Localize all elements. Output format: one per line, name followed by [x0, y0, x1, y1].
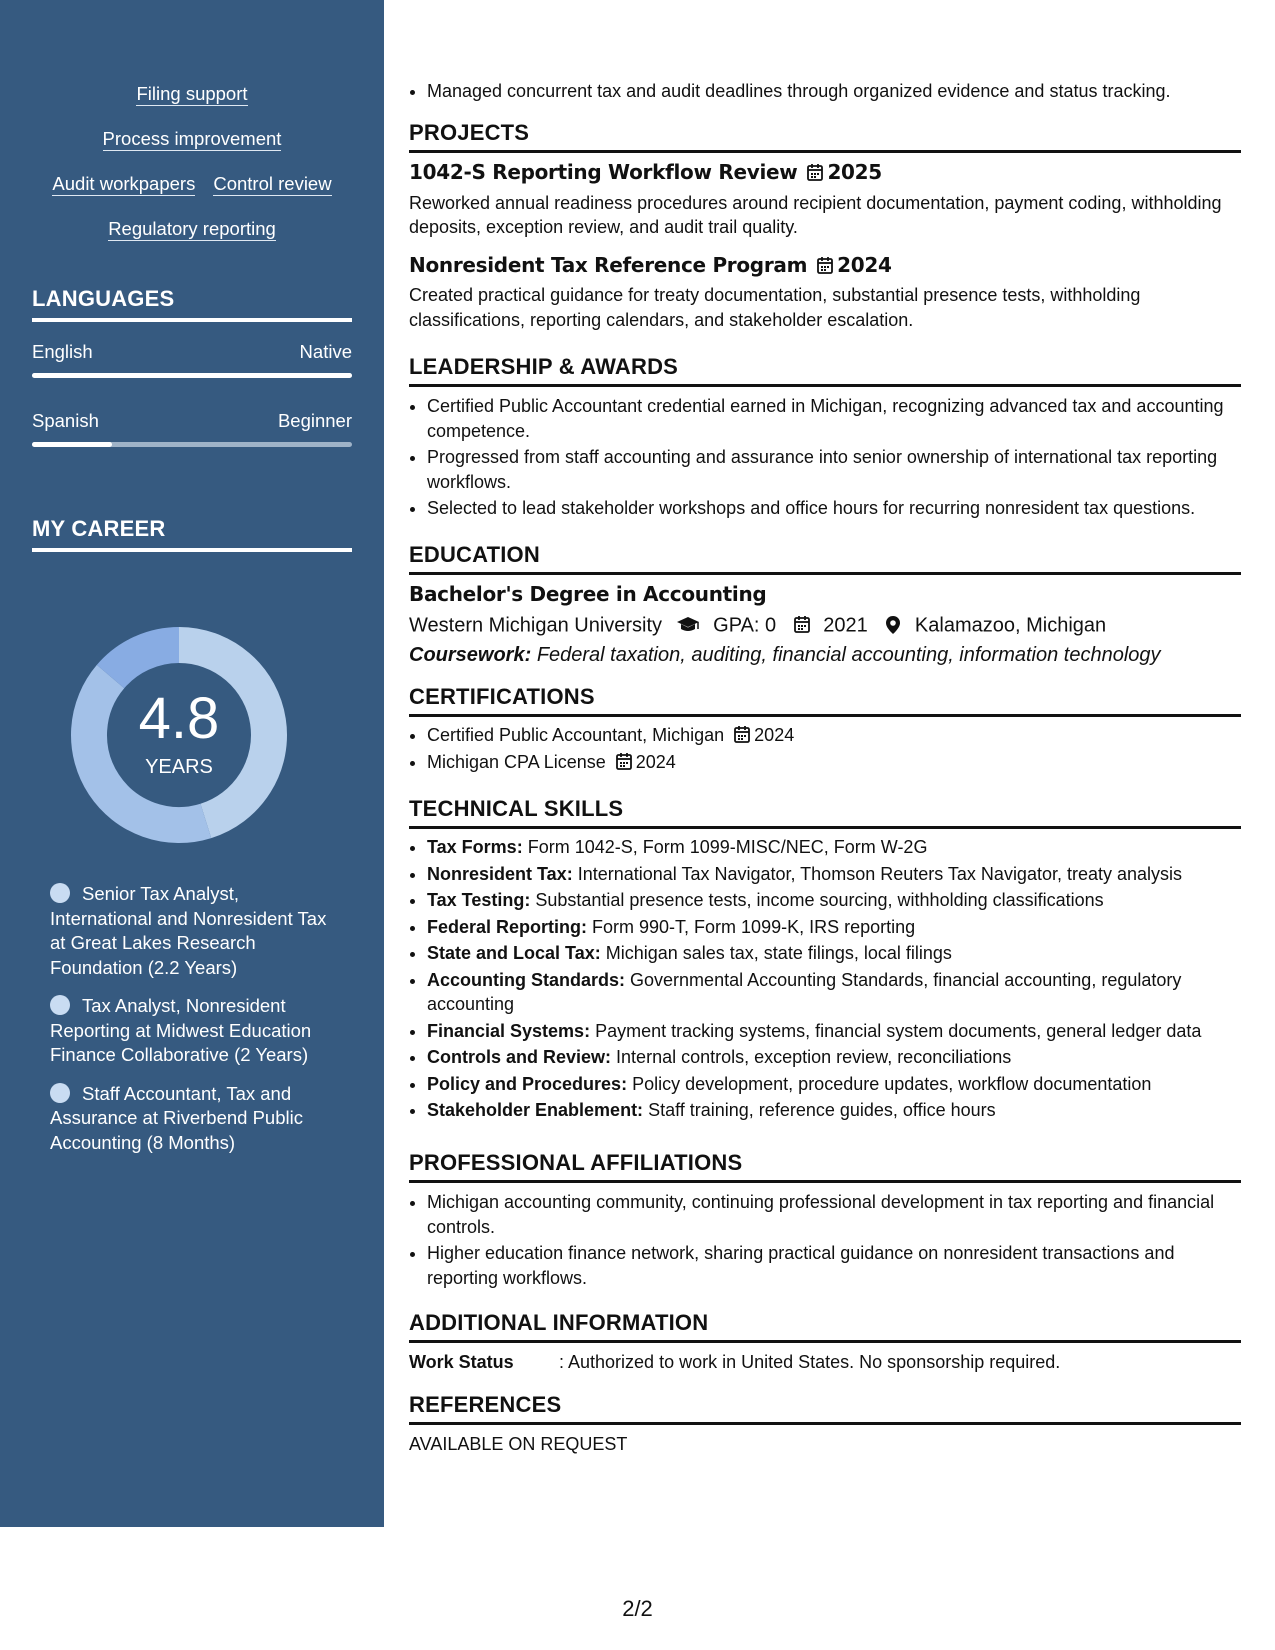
- references-heading: REFERENCES: [409, 1392, 1241, 1425]
- certification-name: Michigan CPA License: [427, 751, 606, 772]
- references-text: AVAILABLE ON REQUEST: [409, 1434, 628, 1454]
- languages-heading: LANGUAGES: [32, 286, 352, 322]
- calendar-icon: [807, 163, 823, 181]
- calendar-icon: [616, 752, 632, 770]
- skill-text: Form 1042-S, Form 1099-MISC/NEC, Form W-2G: [527, 837, 928, 857]
- education-section: [409, 582, 1241, 668]
- language-bar-fill: [32, 373, 352, 378]
- list-item: [427, 968, 1241, 1017]
- certification-name: Certified Public Accountant, Michigan: [427, 725, 725, 745]
- bullet-dot-icon: [50, 883, 70, 903]
- projects-section: [409, 160, 1241, 332]
- career-item: [50, 994, 330, 1068]
- bullet-dot-icon: [50, 1083, 70, 1103]
- skills-list: [22, 84, 362, 264]
- education-heading: EDUCATION: [409, 542, 1241, 575]
- language-name: English: [32, 341, 93, 362]
- list-item: [427, 1098, 1241, 1123]
- list-item: • Michigan accounting community, continuing professional development in tax reporting and financial controls.: [427, 1190, 1241, 1239]
- calendar-icon: [817, 256, 833, 274]
- project-title: 1042-S Reporting Workflow Review: [409, 160, 798, 184]
- skill-text: Form 990-T, Form 1099-K, IRS reporting: [592, 916, 916, 937]
- skill-text: Michigan sales tax, state filings, local filings: [605, 943, 952, 963]
- language-name: Spanish: [32, 410, 99, 431]
- gpa: GPA: 0: [713, 613, 777, 636]
- list-item: [427, 1072, 1241, 1097]
- skill-row: [22, 219, 362, 264]
- skill-row: [22, 174, 362, 219]
- career-item: [50, 882, 330, 980]
- language-level: Native: [299, 341, 352, 362]
- list-item: [427, 915, 1241, 940]
- leadership-section: [409, 394, 1241, 523]
- skill-text: Internal controls, exception review, reconciliations: [616, 1047, 1012, 1067]
- skill-text: Staff training, reference guides, office hours: [648, 1100, 996, 1120]
- list-item: • Managed concurrent tax and audit deadlines through organized evidence and status tracking.: [427, 79, 1241, 104]
- list-item: • Certified Public Accountant credential earned in Michigan, recognizing advanced tax and accounting competence.: [427, 394, 1241, 443]
- skill-label: Financial Systems:: [427, 1020, 591, 1041]
- school-name: Western Michigan University: [409, 613, 663, 636]
- coursework: [409, 643, 1241, 668]
- project-item: [409, 160, 1241, 240]
- graduation-year: 2021: [823, 613, 868, 636]
- language-bar-fill: [32, 442, 112, 447]
- school-location: Kalamazoo, Michigan: [914, 613, 1107, 636]
- sidebar: [0, 0, 384, 1527]
- affiliations-section: [409, 1190, 1241, 1292]
- list-item: [427, 835, 1241, 860]
- list-item: [427, 1019, 1241, 1044]
- language-spanish: [32, 410, 352, 447]
- work-status-label: Work Status: [409, 1352, 514, 1372]
- calendar-icon: [734, 725, 750, 743]
- skill-label: Tax Forms:: [427, 837, 523, 857]
- projects-heading: PROJECTS: [409, 120, 1241, 153]
- skill-text: Governmental Accounting Standards, financial accounting, regulatory accounting: [427, 969, 1182, 1014]
- additional-info-row: [409, 1350, 1241, 1375]
- career-total-years: 4.8: [138, 686, 220, 751]
- list-item: • Selected to lead stakeholder workshops and office hours for recurring nonresident tax questions.: [427, 496, 1241, 521]
- additional-info-heading: ADDITIONAL INFORMATION: [409, 1310, 1241, 1343]
- skill-label: Federal Reporting:: [427, 916, 588, 937]
- coursework-label: Coursework:: [409, 644, 532, 667]
- technical-skills-section: [409, 835, 1241, 1125]
- list-item: [427, 888, 1241, 913]
- career-total-unit: YEARS: [145, 756, 213, 778]
- work-status-value: : Authorized to work in United States. No sponsorship required.: [559, 1352, 1061, 1372]
- skill-text: International Tax Navigator, Thomson Reuters Tax Navigator, treaty analysis: [577, 863, 1183, 884]
- project-description: Created practical guidance for treaty documentation, substantial presence tests, withholding classifications, reporting calendars, and stakeholder escalation.: [409, 285, 1141, 330]
- career-item-text: Staff Accountant, Tax and Assurance at Riverbend Public Accounting (8 Months): [50, 1082, 303, 1153]
- skill-label: Stakeholder Enablement:: [427, 1100, 644, 1120]
- language-english: [32, 341, 352, 378]
- skill-text: Payment tracking systems, financial system documents, general ledger data: [595, 1020, 1202, 1041]
- project-description: Reworked annual readiness procedures around recipient documentation, payment coding, withholding deposits, exception review, and audit trail quality.: [409, 192, 1222, 237]
- project-item: [409, 253, 1241, 333]
- bullet-dot-icon: [50, 995, 70, 1015]
- skill-label: Policy and Procedures:: [427, 1073, 628, 1094]
- affiliations-heading: PROFESSIONAL AFFILIATIONS: [409, 1150, 1241, 1183]
- leadership-heading: LEADERSHIP & AWARDS: [409, 354, 1241, 387]
- list-item: [427, 750, 1241, 775]
- skill-label: Controls and Review:: [427, 1047, 612, 1067]
- skill-tag: Control review: [213, 174, 331, 196]
- location-pin-icon: [885, 615, 901, 635]
- career-list: [50, 882, 330, 1169]
- page-number: 2/2: [622, 1596, 653, 1621]
- list-item: [427, 862, 1241, 887]
- language-bar: [32, 373, 352, 378]
- certification-year: 2024: [754, 725, 795, 745]
- skill-tag: Audit workpapers: [52, 174, 195, 196]
- project-year: 2025: [827, 160, 882, 184]
- graduation-cap-icon: [676, 616, 700, 634]
- skill-label: Nonresident Tax:: [427, 863, 573, 884]
- career-item-text: Tax Analyst, Nonresident Reporting at Midwest Education Finance Collaborative (2 Years): [50, 995, 312, 1065]
- career-item: [50, 1082, 330, 1156]
- career-heading: MY CAREER: [32, 516, 352, 552]
- language-bar: [32, 442, 352, 447]
- certifications-section: [409, 723, 1241, 776]
- education-meta: [409, 613, 1241, 638]
- skill-label: State and Local Tax:: [427, 943, 601, 963]
- certifications-heading: CERTIFICATIONS: [409, 684, 1241, 717]
- coursework-text: Federal taxation, auditing, financial accounting, information technology: [536, 644, 1161, 667]
- skill-tag: Filing support: [136, 84, 247, 106]
- list-item: [427, 723, 1241, 748]
- list-item: [427, 941, 1241, 966]
- skill-text: Policy development, procedure updates, workflow documentation: [632, 1073, 1152, 1094]
- technical-skills-heading: TECHNICAL SKILLS: [409, 796, 1241, 829]
- skill-row: [22, 84, 362, 129]
- skill-label: Tax Testing:: [427, 890, 531, 910]
- degree-title: Bachelor's Degree in Accounting: [409, 582, 767, 606]
- list-item: • Higher education finance network, sharing practical guidance on nonresident transactions and reporting workflows.: [427, 1241, 1241, 1290]
- project-year: 2024: [837, 252, 892, 277]
- list-item: [427, 1045, 1241, 1070]
- skill-text: Substantial presence tests, income sourcing, withholding classifications: [535, 890, 1104, 910]
- skill-tag: Regulatory reporting: [108, 219, 276, 241]
- skill-tag: Process improvement: [103, 129, 282, 151]
- calendar-icon: [794, 615, 810, 633]
- career-item-text: Senior Tax Analyst, International and Nonresident Tax at Great Lakes Research Foundation (2.2 Years): [50, 883, 327, 978]
- skill-row: [22, 129, 362, 174]
- language-level: Beginner: [277, 410, 352, 431]
- project-title: Nonresident Tax Reference Program: [409, 252, 808, 277]
- skill-label: Accounting Standards:: [427, 969, 626, 990]
- experience-tail: [409, 79, 1241, 106]
- certification-year: 2024: [635, 751, 676, 772]
- list-item: • Progressed from staff accounting and assurance into senior ownership of international tax reporting workflows.: [427, 445, 1241, 494]
- career-donut-chart: [66, 622, 292, 848]
